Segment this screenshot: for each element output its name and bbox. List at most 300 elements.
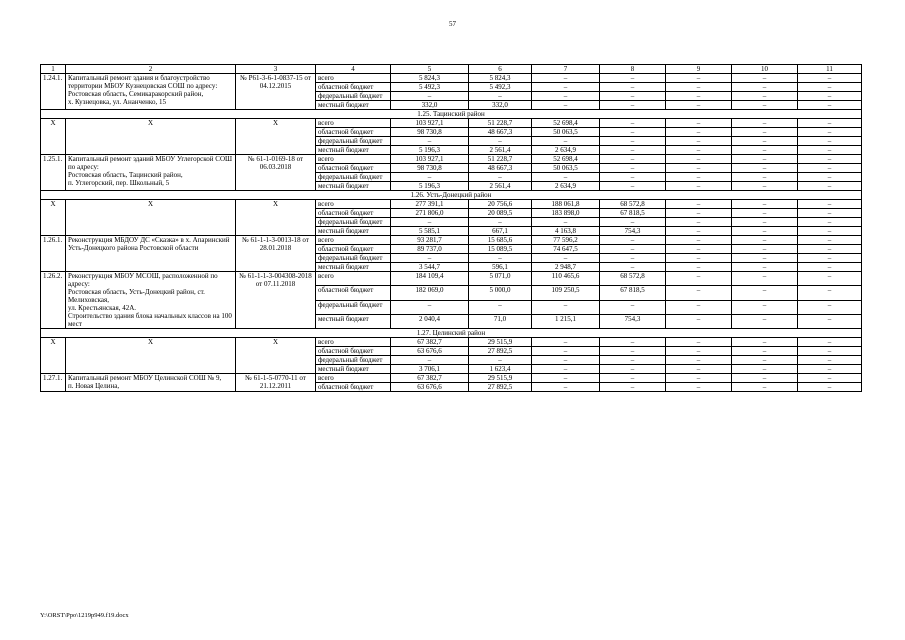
section-row bbox=[41, 329, 862, 338]
value-cell: – bbox=[732, 164, 798, 173]
table-row bbox=[41, 272, 862, 286]
value-cell: 183 898,0 bbox=[532, 209, 600, 218]
value-cell: 63 676,6 bbox=[391, 383, 469, 392]
funding-source: всего bbox=[316, 374, 391, 383]
value-cell: – bbox=[732, 137, 798, 146]
value-cell: – bbox=[732, 128, 798, 137]
value-cell: – bbox=[532, 347, 600, 356]
value-cell: 98 730,8 bbox=[391, 164, 469, 173]
funding-source: всего bbox=[316, 272, 391, 286]
value-cell: – bbox=[391, 218, 469, 227]
value-cell: 2 561,4 bbox=[469, 146, 532, 155]
value-cell: 15 089,5 bbox=[469, 245, 532, 254]
value-cell: – bbox=[666, 74, 732, 83]
value-cell: – bbox=[666, 374, 732, 383]
value-cell: – bbox=[732, 92, 798, 101]
document-ref: № 61-1-0169-18 от 06.03.2018 bbox=[236, 155, 316, 191]
value-cell: 754,3 bbox=[600, 227, 666, 236]
value-cell: – bbox=[600, 383, 666, 392]
value-cell: 754,3 bbox=[600, 314, 666, 328]
value-cell: 98 730,8 bbox=[391, 128, 469, 137]
funding-source: федеральный бюджет bbox=[316, 137, 391, 146]
funding-source: местный бюджет bbox=[316, 182, 391, 191]
value-cell: – bbox=[666, 92, 732, 101]
item-name bbox=[66, 236, 236, 272]
value-cell: 51 228,7 bbox=[469, 155, 532, 164]
table-row bbox=[41, 200, 862, 209]
value-cell: – bbox=[666, 245, 732, 254]
value-cell: – bbox=[798, 128, 862, 137]
item-name-line: Капитальный ремонт зданий МБОУ Углегорской СОШ по адресу: bbox=[68, 155, 233, 171]
value-cell: – bbox=[391, 92, 469, 101]
section-title: 1.25. Тацинский район bbox=[41, 110, 862, 119]
value-cell: 103 927,1 bbox=[391, 119, 469, 128]
value-cell: – bbox=[798, 314, 862, 328]
funding-source: федеральный бюджет bbox=[316, 300, 391, 314]
value-cell: – bbox=[600, 347, 666, 356]
header-row bbox=[41, 65, 862, 74]
item-name-line: Х bbox=[147, 338, 154, 346]
value-cell: – bbox=[732, 374, 798, 383]
value-cell: – bbox=[732, 254, 798, 263]
value-cell: 51 228,7 bbox=[469, 119, 532, 128]
value-cell: – bbox=[666, 119, 732, 128]
value-cell: 5 492,3 bbox=[469, 83, 532, 92]
value-cell: – bbox=[732, 218, 798, 227]
funding-source: федеральный бюджет bbox=[316, 254, 391, 263]
value-cell: – bbox=[798, 383, 862, 392]
value-cell: 4 163,8 bbox=[532, 227, 600, 236]
document-ref: № 61-1-5-0770-11 от 21.12.2011 bbox=[236, 374, 316, 392]
value-cell: – bbox=[732, 286, 798, 300]
column-header: 4 bbox=[316, 65, 391, 74]
value-cell: – bbox=[469, 254, 532, 263]
value-cell: – bbox=[666, 300, 732, 314]
funding-source: местный бюджет bbox=[316, 314, 391, 328]
value-cell: – bbox=[798, 182, 862, 191]
value-cell: – bbox=[600, 74, 666, 83]
value-cell: – bbox=[600, 365, 666, 374]
value-cell: – bbox=[666, 209, 732, 218]
funding-source: областной бюджет bbox=[316, 83, 391, 92]
value-cell: 596,1 bbox=[469, 263, 532, 272]
item-number: 1.25.1. bbox=[41, 155, 66, 191]
column-header: 8 bbox=[600, 65, 666, 74]
value-cell: 5 196,3 bbox=[391, 182, 469, 191]
value-cell: – bbox=[532, 300, 600, 314]
value-cell: – bbox=[600, 356, 666, 365]
value-cell: – bbox=[666, 173, 732, 182]
value-cell: – bbox=[666, 272, 732, 286]
value-cell: – bbox=[532, 365, 600, 374]
value-cell: 2 561,4 bbox=[469, 182, 532, 191]
value-cell: – bbox=[666, 365, 732, 374]
value-cell: – bbox=[732, 347, 798, 356]
item-name-line: Х bbox=[147, 200, 154, 208]
value-cell: – bbox=[798, 263, 862, 272]
value-cell: 68 572,8 bbox=[600, 272, 666, 286]
value-cell: – bbox=[798, 164, 862, 173]
value-cell: – bbox=[600, 119, 666, 128]
item-name bbox=[66, 200, 236, 236]
value-cell: – bbox=[798, 356, 862, 365]
value-cell: 1 215,1 bbox=[532, 314, 600, 328]
value-cell: – bbox=[666, 83, 732, 92]
item-name-line: п. Новая Целина, bbox=[68, 382, 120, 390]
item-name-line: Ростовская область, Тацинский район, bbox=[68, 171, 183, 179]
table-row bbox=[41, 155, 862, 164]
funding-source: местный бюджет bbox=[316, 101, 391, 110]
value-cell: – bbox=[798, 227, 862, 236]
table-row bbox=[41, 119, 862, 128]
value-cell: – bbox=[391, 356, 469, 365]
page-number: 57 bbox=[449, 20, 456, 28]
value-cell: – bbox=[732, 300, 798, 314]
item-name-line: Капитальный ремонт МБОУ Целинской СОШ № 9, bbox=[68, 374, 222, 382]
value-cell: – bbox=[600, 263, 666, 272]
value-cell: – bbox=[469, 137, 532, 146]
value-cell: 63 676,6 bbox=[391, 347, 469, 356]
value-cell: – bbox=[666, 137, 732, 146]
value-cell: – bbox=[732, 101, 798, 110]
value-cell: – bbox=[798, 74, 862, 83]
item-name-line: Реконструкция МБОУ МСОШ, расположенной по адресу: bbox=[68, 272, 218, 288]
value-cell: – bbox=[798, 119, 862, 128]
funding-source: всего bbox=[316, 74, 391, 83]
value-cell: – bbox=[600, 182, 666, 191]
value-cell: – bbox=[732, 314, 798, 328]
value-cell: – bbox=[732, 365, 798, 374]
value-cell: – bbox=[532, 101, 600, 110]
value-cell: – bbox=[732, 200, 798, 209]
value-cell: – bbox=[532, 74, 600, 83]
value-cell: – bbox=[532, 83, 600, 92]
item-number: 1.26.2. bbox=[41, 272, 66, 329]
funding-source: всего bbox=[316, 200, 391, 209]
table-row bbox=[41, 374, 862, 383]
value-cell: 67 818,5 bbox=[600, 209, 666, 218]
item-name bbox=[66, 272, 236, 329]
value-cell: – bbox=[798, 209, 862, 218]
item-name-line: Х bbox=[147, 119, 154, 127]
value-cell: – bbox=[798, 272, 862, 286]
funding-source: областной бюджет bbox=[316, 347, 391, 356]
value-cell: 20 089,5 bbox=[469, 209, 532, 218]
value-cell: – bbox=[600, 137, 666, 146]
value-cell: 277 391,1 bbox=[391, 200, 469, 209]
value-cell: – bbox=[666, 338, 732, 347]
value-cell: 5 585,1 bbox=[391, 227, 469, 236]
section-row bbox=[41, 110, 862, 119]
value-cell: – bbox=[532, 218, 600, 227]
column-header: 1 bbox=[41, 65, 66, 74]
value-cell: – bbox=[600, 245, 666, 254]
value-cell: 5 196,3 bbox=[391, 146, 469, 155]
value-cell: – bbox=[732, 338, 798, 347]
value-cell: – bbox=[798, 137, 862, 146]
value-cell: 48 667,3 bbox=[469, 164, 532, 173]
value-cell: – bbox=[798, 338, 862, 347]
value-cell: 27 892,5 bbox=[469, 347, 532, 356]
value-cell: – bbox=[732, 74, 798, 83]
value-cell: – bbox=[666, 146, 732, 155]
value-cell: – bbox=[600, 164, 666, 173]
funding-source: местный бюджет bbox=[316, 263, 391, 272]
value-cell: 5 071,0 bbox=[469, 272, 532, 286]
value-cell: – bbox=[600, 128, 666, 137]
value-cell: 188 061,8 bbox=[532, 200, 600, 209]
value-cell: 74 647,5 bbox=[532, 245, 600, 254]
value-cell: 50 063,5 bbox=[532, 128, 600, 137]
value-cell: – bbox=[666, 286, 732, 300]
value-cell: – bbox=[391, 173, 469, 182]
value-cell: – bbox=[666, 182, 732, 191]
value-cell: 271 806,0 bbox=[391, 209, 469, 218]
value-cell: – bbox=[600, 146, 666, 155]
value-cell: – bbox=[798, 155, 862, 164]
item-name-line: п. Углегорский, пер. Школьный, 5 bbox=[68, 179, 170, 187]
document-ref: № 61-1-1-3-004308-2018 от 07.11.2018 bbox=[236, 272, 316, 329]
value-cell: – bbox=[732, 119, 798, 128]
column-header: 10 bbox=[732, 65, 798, 74]
funding-source: федеральный бюджет bbox=[316, 218, 391, 227]
column-header: 3 bbox=[236, 65, 316, 74]
value-cell: – bbox=[600, 254, 666, 263]
column-header: 11 bbox=[798, 65, 862, 74]
document-ref: Х bbox=[236, 338, 316, 374]
value-cell: – bbox=[600, 92, 666, 101]
value-cell: – bbox=[666, 254, 732, 263]
document-ref: Х bbox=[236, 200, 316, 236]
value-cell: – bbox=[666, 383, 732, 392]
value-cell: – bbox=[391, 300, 469, 314]
value-cell: – bbox=[600, 173, 666, 182]
value-cell: – bbox=[666, 164, 732, 173]
funding-table bbox=[40, 64, 862, 392]
item-number: 1.27.1. bbox=[41, 374, 66, 392]
column-header: 6 bbox=[469, 65, 532, 74]
value-cell: 5 824,3 bbox=[391, 74, 469, 83]
value-cell: 110 465,6 bbox=[532, 272, 600, 286]
funding-source: федеральный бюджет bbox=[316, 356, 391, 365]
value-cell: – bbox=[666, 128, 732, 137]
value-cell: – bbox=[798, 300, 862, 314]
item-number: Х bbox=[41, 119, 66, 155]
value-cell: 2 040,4 bbox=[391, 314, 469, 328]
value-cell: 71,0 bbox=[469, 314, 532, 328]
value-cell: – bbox=[666, 236, 732, 245]
funding-source: областной бюджет bbox=[316, 209, 391, 218]
document-ref: Х bbox=[236, 119, 316, 155]
document-ref: № 61-1-1-3-0013-18 от 28.01.2018 bbox=[236, 236, 316, 272]
value-cell: – bbox=[600, 101, 666, 110]
item-name-line: Капитальный ремонт здания и благоустройство территории МБОУ Кузнецовская СОШ по адресу: bbox=[68, 74, 218, 90]
value-cell: – bbox=[600, 218, 666, 227]
value-cell: – bbox=[600, 236, 666, 245]
funding-source: всего bbox=[316, 236, 391, 245]
value-cell: – bbox=[469, 173, 532, 182]
value-cell: – bbox=[732, 209, 798, 218]
value-cell: – bbox=[532, 374, 600, 383]
item-name bbox=[66, 374, 236, 392]
value-cell: – bbox=[798, 254, 862, 263]
funding-source: всего bbox=[316, 119, 391, 128]
value-cell: – bbox=[798, 146, 862, 155]
value-cell: – bbox=[666, 263, 732, 272]
funding-source: местный бюджет bbox=[316, 227, 391, 236]
value-cell: – bbox=[666, 347, 732, 356]
value-cell: – bbox=[391, 137, 469, 146]
funding-source: областной бюджет bbox=[316, 128, 391, 137]
value-cell: – bbox=[600, 338, 666, 347]
value-cell: 67 382,7 bbox=[391, 374, 469, 383]
value-cell: – bbox=[798, 200, 862, 209]
value-cell: 184 109,4 bbox=[391, 272, 469, 286]
value-cell: 93 281,7 bbox=[391, 236, 469, 245]
item-name-line: Строительство здания блока начальных классов на 100 мест bbox=[68, 312, 232, 328]
item-name bbox=[66, 119, 236, 155]
value-cell: 20 756,6 bbox=[469, 200, 532, 209]
value-cell: 3 544,7 bbox=[391, 263, 469, 272]
column-header: 9 bbox=[666, 65, 732, 74]
value-cell: – bbox=[732, 263, 798, 272]
value-cell: – bbox=[732, 182, 798, 191]
value-cell: – bbox=[532, 137, 600, 146]
value-cell: – bbox=[732, 83, 798, 92]
value-cell: 29 515,9 bbox=[469, 374, 532, 383]
value-cell: – bbox=[732, 236, 798, 245]
value-cell: – bbox=[732, 155, 798, 164]
item-name-line: ул. Крестьянская, 42А. bbox=[68, 304, 136, 312]
item-number: Х bbox=[41, 200, 66, 236]
value-cell: – bbox=[532, 338, 600, 347]
item-name bbox=[66, 74, 236, 110]
item-number: 1.24.1. bbox=[41, 74, 66, 110]
value-cell: 67 382,7 bbox=[391, 338, 469, 347]
value-cell: 48 667,3 bbox=[469, 128, 532, 137]
funding-source: областной бюджет bbox=[316, 383, 391, 392]
column-header: 2 bbox=[66, 65, 236, 74]
value-cell: 109 250,5 bbox=[532, 286, 600, 300]
value-cell: – bbox=[391, 254, 469, 263]
value-cell: – bbox=[666, 200, 732, 209]
value-cell: 103 927,1 bbox=[391, 155, 469, 164]
funding-source: областной бюджет bbox=[316, 286, 391, 300]
value-cell: – bbox=[798, 83, 862, 92]
value-cell: 67 818,5 bbox=[600, 286, 666, 300]
table-row bbox=[41, 74, 862, 83]
value-cell: 332,0 bbox=[391, 101, 469, 110]
value-cell: 2 634,9 bbox=[532, 146, 600, 155]
value-cell: – bbox=[666, 155, 732, 164]
value-cell: 52 698,4 bbox=[532, 155, 600, 164]
value-cell: 68 572,8 bbox=[600, 200, 666, 209]
value-cell: – bbox=[532, 173, 600, 182]
table-row bbox=[41, 236, 862, 245]
value-cell: – bbox=[798, 286, 862, 300]
value-cell: – bbox=[469, 356, 532, 365]
funding-source: федеральный бюджет bbox=[316, 92, 391, 101]
funding-source: всего bbox=[316, 338, 391, 347]
section-title: 1.26. Усть-Донецкий район bbox=[41, 191, 862, 200]
item-number: 1.26.1. bbox=[41, 236, 66, 272]
table-row bbox=[41, 338, 862, 347]
value-cell: – bbox=[666, 227, 732, 236]
column-header: 5 bbox=[391, 65, 469, 74]
value-cell: 5 000,0 bbox=[469, 286, 532, 300]
value-cell: – bbox=[532, 356, 600, 365]
value-cell: 667,1 bbox=[469, 227, 532, 236]
funding-source: федеральный бюджет bbox=[316, 173, 391, 182]
value-cell: – bbox=[532, 92, 600, 101]
item-name bbox=[66, 338, 236, 374]
item-name-line: Реконструкция МБДОУ ДС «Сказка» в х. Апаринский Усть-Донецкого района Ростовской области bbox=[68, 236, 230, 252]
file-path-footer: Y:\ORST\Ppo\1219p949.f19.docx bbox=[40, 612, 129, 619]
value-cell: 52 698,4 bbox=[532, 119, 600, 128]
value-cell: 1 623,4 bbox=[469, 365, 532, 374]
value-cell: – bbox=[469, 300, 532, 314]
value-cell: – bbox=[666, 218, 732, 227]
column-header: 7 bbox=[532, 65, 600, 74]
value-cell: – bbox=[600, 155, 666, 164]
funding-source: областной бюджет bbox=[316, 164, 391, 173]
value-cell: – bbox=[732, 227, 798, 236]
item-name bbox=[66, 155, 236, 191]
document-ref: № Р61-3-6-1-0837-15 от 04.12.2015 bbox=[236, 74, 316, 110]
value-cell: – bbox=[798, 245, 862, 254]
value-cell: 332,0 bbox=[469, 101, 532, 110]
section-title: 1.27. Целинский район bbox=[41, 329, 862, 338]
value-cell: – bbox=[798, 218, 862, 227]
value-cell: – bbox=[732, 272, 798, 286]
value-cell: – bbox=[532, 254, 600, 263]
value-cell: – bbox=[600, 374, 666, 383]
value-cell: – bbox=[732, 356, 798, 365]
value-cell: 2 634,9 bbox=[532, 182, 600, 191]
value-cell: 182 069,0 bbox=[391, 286, 469, 300]
funding-source: местный бюджет bbox=[316, 146, 391, 155]
value-cell: 29 515,9 bbox=[469, 338, 532, 347]
value-cell: – bbox=[798, 365, 862, 374]
value-cell: – bbox=[732, 245, 798, 254]
value-cell: 77 596,2 bbox=[532, 236, 600, 245]
value-cell: – bbox=[666, 314, 732, 328]
value-cell: 5 824,3 bbox=[469, 74, 532, 83]
item-name-line: Ростовская область, Усть-Донецкий район, ст. Мелиховская, bbox=[68, 288, 205, 304]
value-cell: – bbox=[532, 383, 600, 392]
value-cell: – bbox=[732, 173, 798, 182]
value-cell: – bbox=[732, 146, 798, 155]
value-cell: – bbox=[798, 374, 862, 383]
value-cell: – bbox=[469, 218, 532, 227]
value-cell: 27 892,5 bbox=[469, 383, 532, 392]
value-cell: – bbox=[798, 101, 862, 110]
value-cell: 3 706,1 bbox=[391, 365, 469, 374]
value-cell: – bbox=[666, 356, 732, 365]
item-name-line: х. Кузнецовка, ул. Ананченко, 15 bbox=[68, 98, 166, 106]
funding-source: местный бюджет bbox=[316, 365, 391, 374]
funding-source: областной бюджет bbox=[316, 245, 391, 254]
value-cell: 5 492,3 bbox=[391, 83, 469, 92]
value-cell: 2 948,7 bbox=[532, 263, 600, 272]
value-cell: 15 685,6 bbox=[469, 236, 532, 245]
item-number: Х bbox=[41, 338, 66, 374]
value-cell: – bbox=[600, 83, 666, 92]
value-cell: 50 063,5 bbox=[532, 164, 600, 173]
value-cell: – bbox=[798, 173, 862, 182]
value-cell: – bbox=[666, 101, 732, 110]
value-cell: 89 737,0 bbox=[391, 245, 469, 254]
